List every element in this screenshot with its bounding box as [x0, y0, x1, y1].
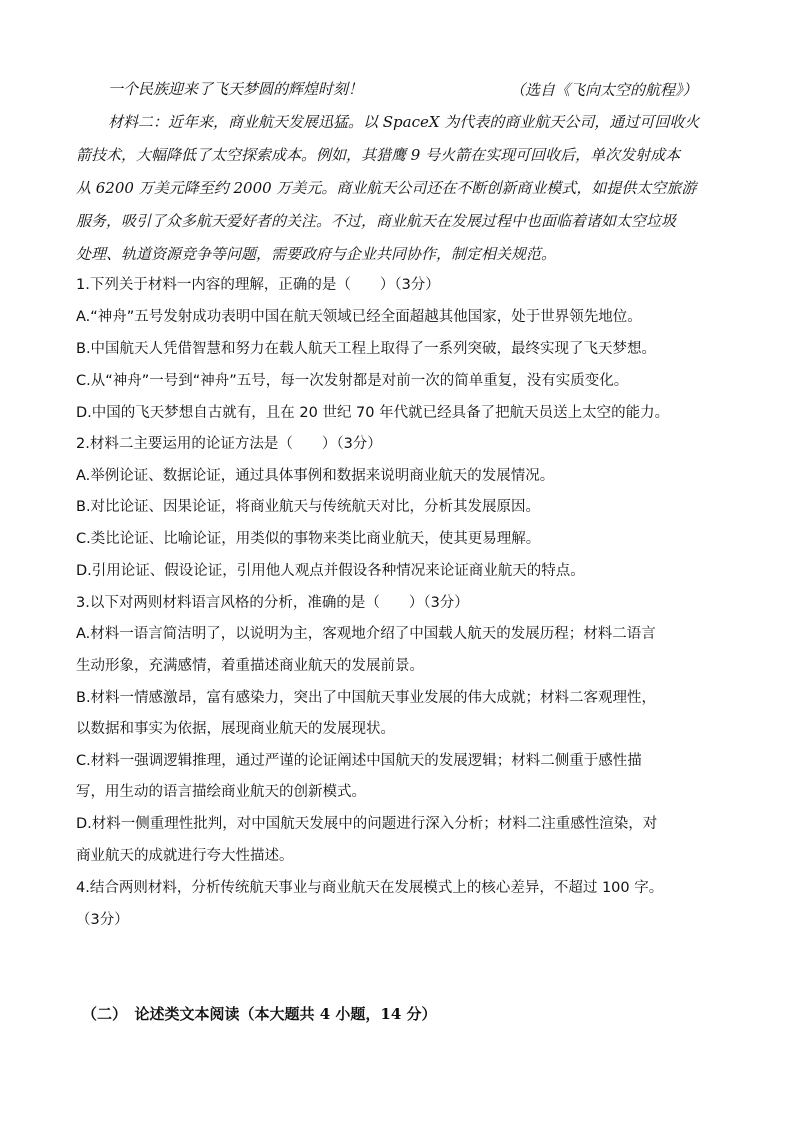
question-2-option-c: C.类比论证、比喻论证，用类似的事物来类比商业航天，使其更易理解。 — [76, 531, 541, 547]
question-1-option-d: D.中国的飞天梦想自古就有，且在 20 世纪 70 年代就已经具备了把航天员送上太空的能力。 — [76, 405, 670, 421]
section-2-heading: （二） 论述类文本阅读（本大题共 4 小题，14 分） — [82, 1005, 437, 1023]
question-4-points: （3分） — [76, 912, 129, 928]
question-3-option-a-line2: 生动形象，充满感情，着重描述商业航天的发展前景。 — [76, 658, 424, 674]
question-3-stem: 3.以下对两则材料语言风格的分析，准确的是（ ）（3分） — [76, 595, 469, 611]
question-2-option-a: A.举例论证、数据论证，通过具体事例和数据来说明商业航天的发展情况。 — [76, 468, 555, 484]
material2-line: 材料二：近年来，商业航天发展迅猛。以 SpaceX 为代表的商业航天公司，通过可回收火 — [108, 113, 700, 131]
question-3-option-d-line2: 商业航天的成就进行夸大性描述。 — [76, 848, 294, 864]
question-3-option-c-line1: C.材料一强调逻辑推理，通过严谨的论证阐述中国航天的发展逻辑；材料二侧重于感性描 — [76, 753, 642, 769]
material2-line: 服务，吸引了众多航天爱好者的关注。不过，商业航天在发展过程中也面临着诸如太空垃圾 — [76, 212, 677, 230]
material1-closing-line: 一个民族迎来了飞天梦圆的辉煌时刻！ — [108, 80, 364, 98]
question-2-option-d: D.引用论证、假设论证，引用他人观点并假设各种情况来论证商业航天的特点。 — [76, 563, 585, 579]
question-3-option-c-line2: 写，用生动的语言描绘商业航天的创新模式。 — [76, 784, 366, 800]
material2-line: 箭技术，大幅降低了太空探索成本。例如，其猎鹰 9 号火箭在实现可回收后，单次发射成本 — [76, 146, 681, 164]
question-3-option-b-line1: B.材料一情感激昂，富有感染力，突出了中国航天事业发展的伟大成就；材料二客观理性， — [76, 690, 657, 706]
question-3-option-d-line1: D.材料一侧重理性批判，对中国航天发展中的问题进行深入分析；材料二注重感性渲染，对 — [76, 816, 658, 832]
material2-line: 从 6200 万美元降至约 2000 万美元。商业航天公司还在不断创新商业模式，如提供太空旅游 — [76, 179, 697, 197]
question-3-option-a-line1: A.材料一语言简洁明了，以说明为主，客观地介绍了中国载人航天的发展历程；材料二语言 — [76, 626, 656, 642]
question-2-option-b: B.对比论证、因果论证，将商业航天与传统航天对比，分析其发展原因。 — [76, 499, 541, 515]
question-1-option-b: B.中国航天人凭借智慧和努力在载人航天工程上取得了一系列突破，最终实现了飞天梦想。 — [76, 341, 657, 357]
question-1-stem: 1.下列关于材料一内容的理解，正确的是（ ）（3分） — [76, 277, 440, 293]
material2-line: 处理、轨道资源竞争等问题，需要政府与企业共同协作，制定相关规范。 — [76, 245, 557, 263]
question-3-option-b-line2: 以数据和事实为依据，展现商业航天的发展现状。 — [76, 721, 395, 737]
question-1-option-a: A.“神舟”五号发射成功表明中国在航天领域已经全面超越其他国家，处于世界领先地位。 — [76, 309, 642, 325]
question-2-stem: 2.材料二主要运用的论证方法是（ ）（3分） — [76, 436, 382, 452]
material1-source: （选自《飞向太空的航程》） — [510, 81, 698, 99]
question-4-stem: 4.结合两则材料，分析传统航天事业与商业航天在发展模式上的核心差异，不超过 100 字。 — [76, 880, 664, 896]
question-1-option-c: C.从“神舟”一号到“神舟”五号，每一次发射都是对前一次的简单重复，没有实质变化。 — [76, 373, 629, 389]
